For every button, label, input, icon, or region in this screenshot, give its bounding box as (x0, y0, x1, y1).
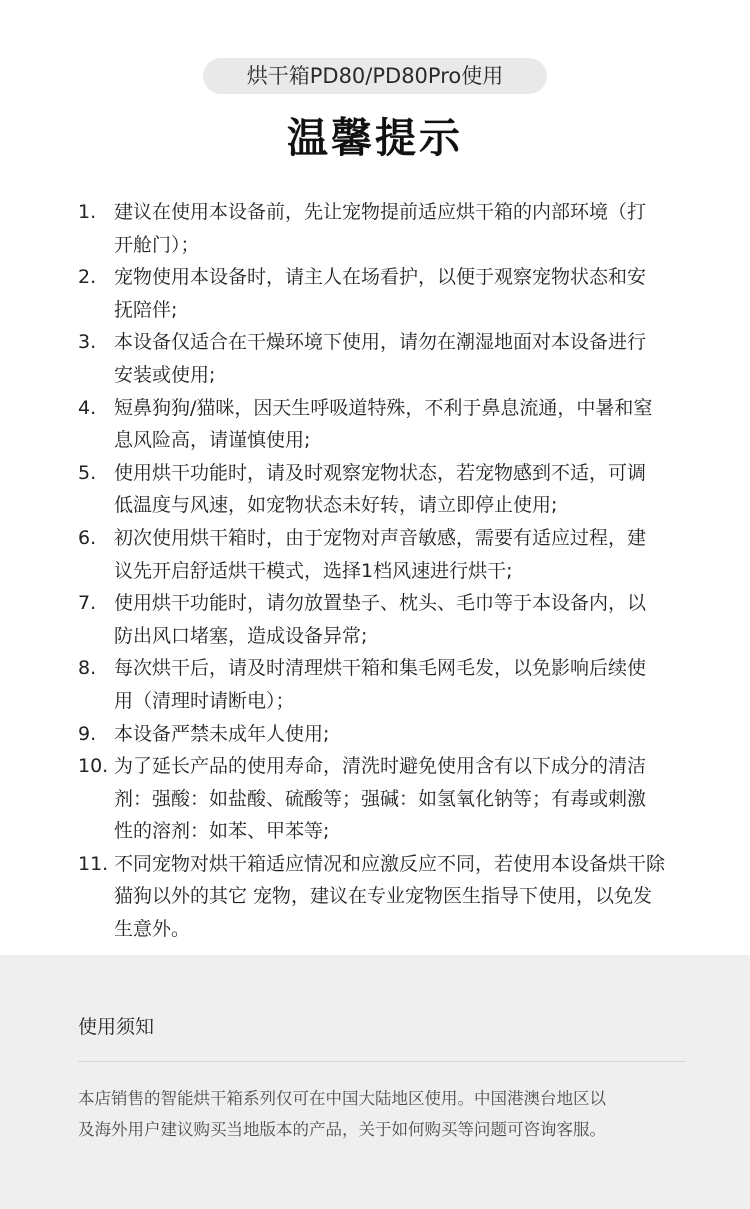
tip-item (78, 652, 698, 717)
tip-item (78, 457, 698, 522)
tip-number: 2. (78, 266, 97, 289)
tip-item (78, 196, 698, 261)
tip-text: 短鼻狗狗/猫咪，因天生呼吸道特殊，不利于鼻息流通，中暑和窒 息风险高，请谨慎使用; (114, 396, 653, 452)
tip-text: 使用烘干功能时，请及时观察宠物状态，若宠物感到不适，可调 低温度与风速，如宠物状态未好转，请立即停止使用; (114, 461, 647, 517)
tips-list (78, 196, 698, 946)
tip-item (78, 522, 698, 587)
tip-text: 建议在使用本设备前，先让宠物提前适应烘干箱的内部环境（打 开舱门）； (114, 201, 647, 256)
tip-number: 9. (78, 722, 97, 745)
tip-item (78, 848, 698, 946)
tip-number: 8. (78, 657, 97, 680)
tip-number: 6. (78, 526, 97, 549)
tip-text: 本设备仅适合在干燥环境下使用，请勿在潮湿地面对本设备进行 安装或使用; (114, 331, 647, 386)
tip-number: 4. (78, 396, 97, 419)
page-title: 温馨提示 (287, 114, 463, 162)
tip-number: 11. (78, 852, 109, 875)
product-badge: 烘干箱PD80/PD80Pro使用 (203, 58, 547, 94)
tip-text: 本设备严禁未成年人使用; (114, 722, 330, 745)
tip-item (78, 587, 698, 652)
tip-text: 使用烘干功能时，请勿放置垫子、枕头、毛巾等于本设备内，以 防出风口堵塞，造成设备异常; (114, 592, 647, 647)
tip-text: 每次烘干后，请及时清理烘干箱和集毛网毛发，以免影响后续使 用（清理时请断电）； (114, 657, 647, 712)
tip-item (78, 326, 698, 391)
tip-number: 1. (78, 201, 97, 223)
tip-item (78, 261, 698, 326)
notice-title: 使用须知 (78, 1016, 155, 1038)
tip-text: 宠物使用本设备时，请主人在场看护，以便于观察宠物状态和安 抚陪伴; (114, 266, 647, 321)
tip-item (78, 750, 698, 848)
tip-number: 3. (78, 331, 97, 354)
tip-number: 10. (78, 755, 109, 778)
tip-number: 5. (78, 461, 97, 484)
tip-item (78, 718, 698, 751)
tip-text: 为了延长产品的使用寿命，清洗时避免使用含有以下成分的清洁 剂：强酸：如盐酸、硫酸等；强碱：如氢氧化钠等；有毒或刺激 性的溶剂：如苯、甲苯等; (114, 755, 647, 843)
divider (78, 1061, 686, 1062)
tip-text: 初次使用烘干箱时，由于宠物对声音敏感，需要有适应过程，建 议先开启舒适烘干模式，选择1档风速进行烘干; (114, 526, 647, 582)
usage-notice-section (0, 955, 750, 1209)
tip-item (78, 392, 698, 457)
tip-text: 不同宠物对烘干箱适应情况和应激反应不同，若使用本设备烘干除 猫狗以外的其它 宠物，建议在专业宠物医生指导下使用，以免发 生意外。 (114, 852, 666, 941)
notice-body: 本店销售的智能烘干箱系列仅可在中国大陆地区使用。中国港澳台地区以 及海外用户建议购买当地版本的产品，关于如何购买等问题可咨询客服。 (78, 1089, 606, 1139)
tip-number: 7. (78, 592, 97, 615)
